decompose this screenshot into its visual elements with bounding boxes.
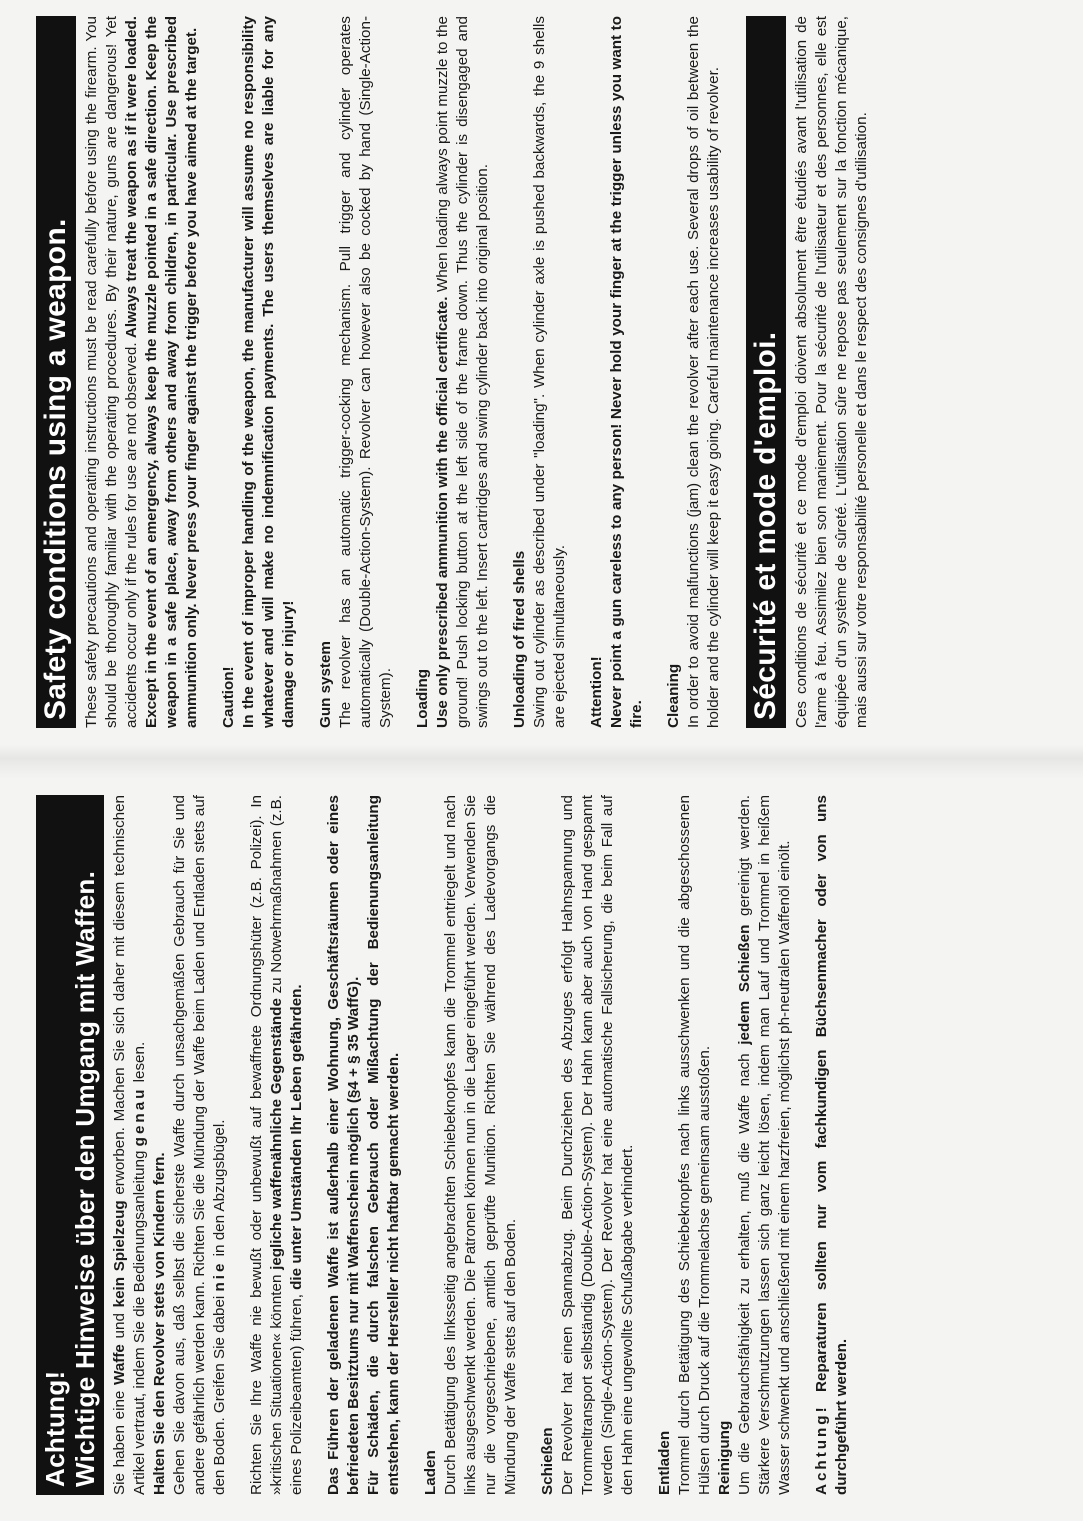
french-title: Sécurité et mode d'emploi.: [746, 16, 786, 728]
attention-text: Never point a gun careless to any person! Never hold your finger at the trigger unless you want to fire.: [608, 16, 645, 728]
entladen-section: [655, 795, 795, 1495]
laden-text: Durch Betätigung des linksseitig angebrachten Schiebeknopfes kann die Trommel entriegelt und nach links ausgeschwenkt werden. Die Patronen können nun in die Lager eingeführt werden. Verwenden Sie nur die vorgeschriebene, amtlich geprüfte Munition. Richten Sie während des Ladevorgangs die Mündung der Waffe stets auf den Boden.: [442, 795, 519, 1495]
french-intro: Ces conditions de sécurité et ce mode d'emploi doivent absolument être étudiés avant l'utilisation de l'arme à feu. Assimilez bien son maniement. Pour la sécurité de l'utilisateur et des personnes, elle est équipée d'un système de sûreté. L'utilisation sûre ne repose pas seulement sur la fonction mécanique, mais aussi sur votre responsabilité personelle et dans le respect des consignes d'utilisation.: [793, 16, 870, 728]
gun-system-text: The revolver has an automatic trigger-cocking mechanism. Pull trigger and cylinder operates automatically (Double-Action-System). Revolver can however also be cocked by hand (Single-Action-System).: [337, 16, 394, 728]
german-final-notice: [812, 795, 852, 1495]
german-intro-text-a: Sie haben eine: [111, 1384, 128, 1495]
german-title-line2: Wichtige Hinweise über den Umgang mit Waffen.: [70, 870, 100, 1487]
german-final-bold: Reparaturen sollten nur vom fachkundigen Büchsenmacher oder von uns durchgeführt werden.: [813, 795, 850, 1495]
reinigung-heading: Reinigung: [716, 1420, 733, 1495]
english-intro-bold: Always treat the weapon as if it were loaded. Except in the event of an emergency, always keep the muzzle pointed in a safe direction. Keep the weapon in a safe place, away from others and away from children, in particular. Use prescribed ammunition only. Never press your finger against the trigger before you have aimed at the target.: [123, 16, 200, 728]
laden-heading: Laden: [422, 1450, 439, 1495]
english-intro: [82, 16, 202, 728]
laden-section: [421, 795, 521, 1495]
reinigung-text-a: Um die Gebrauchsfähigkeit zu erhalten, muß die Waffe nach: [736, 1044, 753, 1495]
schiessen-text: Der Revolver hat einen Spannabzug. Beim Durchziehen des Abzuges erfolgt Hahnspannung und Trommeltransport selbständig (Double-Action-System). Der Hahn kann aber auch von Hand gespannt werden (Single-Action-System). Der Revolver hat eine automatische Fallsicherung, die beim Fall auf den Hahn eine ungewollte Schußabgabe verhindert.: [559, 795, 636, 1495]
german-intro-text-c: und: [111, 1307, 128, 1345]
unloading-heading: Unloading of fired shells: [511, 550, 528, 728]
german-police-bold-b: jegliche waffenähnliche Gegenstände: [268, 998, 285, 1270]
german-intro-bold-kinder: Halten Sie den Revolver stets von Kindern fern.: [151, 1152, 168, 1495]
attention-heading: Attention!: [588, 656, 605, 728]
german-intro-text-d: erworben. Machen Sie sich daher mit diesem technischen Artikel vertraut, indem Sie die Bedienungsanleitung: [111, 794, 148, 1495]
german-legal-notice: [324, 795, 404, 1495]
german-police-text-a: Richten Sie Ihre Waffe nie bewußt oder unbewußt auf bewaffnete Ordnungshüter (z.B. Polizei). In »kritischen Situationen« könnten: [248, 795, 285, 1495]
loading-section: [413, 16, 493, 728]
german-intro-text-e: lesen.: [131, 1041, 148, 1087]
german-intro-bold-spielzeug: kein Spielzeug: [111, 1200, 128, 1308]
attention-section: [587, 16, 647, 728]
german-intro-text-f: Gehen Sie davon aus, daß selbst die sicherste Waffe durch unsachgemäßen Gebrauch für Sie und andere gefährlich werden kann. Richten Sie die Mündung der Waffe beim Laden und Entladen stets auf den Boden. Greifen Sie dabei: [171, 795, 228, 1495]
cleaning-heading: Cleaning: [665, 663, 682, 728]
gun-system-heading: Gun system: [317, 641, 334, 728]
german-intro-bold-waffe: Waffe: [111, 1344, 128, 1385]
schiessen-section: [538, 795, 638, 1495]
german-legal-bold-1: Das Führen der geladenen Waffe ist außerhalb einer Wohnung, Geschäftsräumen oder eines befriedeten Besitztums nur mit Waffenschein möglich (§4 + § 35 WaffG).: [325, 795, 362, 1495]
gun-system-section: [316, 16, 396, 728]
unloading-text: Swing out cylinder as described under "loading". When cylinder axle is pushed backwards, the 9 shells are ejected simultaneously.: [531, 16, 568, 728]
english-french-column: [36, 16, 1046, 728]
english-title: Safety conditions using a weapon.: [36, 16, 76, 728]
german-police-warning: [247, 795, 307, 1495]
loading-bold: Use only prescribed ammunition with the official certificate.: [434, 296, 451, 728]
cleaning-section: [664, 16, 724, 728]
reinigung-text-c: gereinigt werden. Stärkere Verschmutzungen lassen sich ganz leicht lösen, indem man Lauf und Trommel in heißem Wasser schwenkt und anschließend mit einem harzfreien, möglichst ph-neutralen Waffenöl einölt.: [736, 795, 793, 1495]
german-police-bold-d: die unter Umständen Ihr Leben gefährden.: [288, 984, 305, 1290]
german-final-spaced: Achtung!: [813, 1404, 830, 1495]
reinigung-bold: jedem Schießen: [736, 924, 753, 1045]
entladen-heading: Entladen: [656, 1430, 673, 1495]
german-title: [36, 795, 104, 1495]
caution-text: In the event of improper handling of the weapon, the manufacturer will assume no responsibility whatever and will make no indemnification payments. The users themselves are liable for any damage or injury!: [240, 16, 297, 728]
german-title-line1: Achtung!: [40, 1370, 70, 1487]
german-legal-bold-2: Für Schäden, die durch falschen Gebrauch oder Mißachtung der Bedienungsanleitung entstehen, kann der Hersteller nicht haftbar gemacht werden.: [365, 795, 402, 1495]
caution-heading: Caution!: [220, 666, 237, 728]
loading-heading: Loading: [414, 668, 431, 728]
cleaning-text: In order to avoid malfunctions (jam) clean the revolver after each use. Several drops of oil between the holder and the cylinder will keep it easy going. Careful maintenance increases usability of revolver.: [685, 16, 722, 728]
paper-fold: [0, 745, 1083, 779]
schiessen-heading: Schießen: [539, 1427, 556, 1495]
german-intro-spaced-genau: genau: [131, 1086, 148, 1147]
loading-text: When loading always point muzzle to the ground! Push locking button at the left side of the frame down. Thus the cylinder is disengaged and swings out to the left. Insert cartridges and swing cylinder back into original position.: [434, 16, 491, 728]
caution-section: [219, 16, 299, 728]
german-intro: [110, 795, 230, 1495]
german-intro-spaced-nie: nie: [211, 1260, 228, 1292]
unloading-section: [510, 16, 570, 728]
english-intro-text: These safety precautions and operating instructions must be read carefully before using the firearm. You should be thoroughly familiar with the operating procedures. By their nature, guns are dangerous! Yet accidents occur only if the rules for use are not observed.: [83, 16, 140, 728]
entladen-text: Trommel durch Betätigung des Schiebeknopfes nach links ausschwenken und die abgeschossenen Hülsen durch Druck auf die Trommelachse gemeinsam ausstoßen.: [676, 795, 713, 1495]
german-police-text-c: zu Notwehrmaßnahmen (z.B. eines Polizeibeamten) führen,: [268, 795, 305, 1495]
german-column: [36, 795, 1046, 1495]
german-intro-text-g: in den Abzugsbügel.: [211, 1119, 228, 1261]
